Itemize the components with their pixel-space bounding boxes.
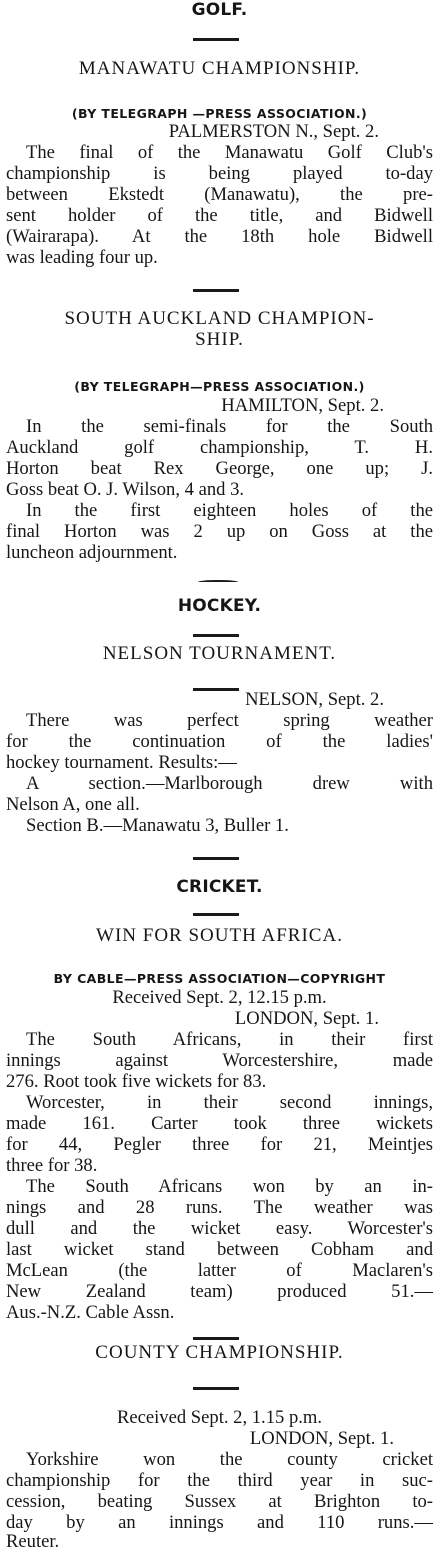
body-line: In the first eighteen holes of the xyxy=(26,500,433,521)
body-line: championship for the third year in suc- xyxy=(6,1470,433,1491)
short-rule xyxy=(193,857,239,860)
body-line: 276. Root took five wickets for 83. xyxy=(6,1071,267,1092)
body-line: The South Africans, in their first xyxy=(26,1029,433,1050)
article-heading: SOUTH AUCKLAND CHAMPION- xyxy=(64,308,375,329)
byline: (BY TELEGRAPH—PRESS ASSOCIATION.) xyxy=(74,379,365,394)
body-line: In the semi-finals for the South xyxy=(26,416,433,437)
body-line: Aus.-N.Z. Cable Assn. xyxy=(6,1302,175,1323)
body-line: New Zealand team) produced 51.— xyxy=(6,1281,433,1302)
dateline: PALMERSTON N., Sept. 2. xyxy=(168,121,379,142)
short-rule xyxy=(193,1387,239,1390)
body-line: The South Africans won by an in- xyxy=(26,1176,433,1197)
body-line: between Ekstedt (Manawatu), the pre- xyxy=(6,184,433,205)
body-line: last wicket stand between Cobham and xyxy=(6,1239,433,1260)
body-line: luncheon adjournment. xyxy=(6,542,178,563)
body-line: hockey tournament. Results:— xyxy=(6,752,237,773)
body-line: three for 38. xyxy=(6,1155,98,1176)
body-line: Horton beat Rex George, one up; J. xyxy=(6,458,433,479)
body-line: Yorkshire won the county cricket xyxy=(26,1449,433,1470)
article-heading: NELSON TOURNAMENT. xyxy=(102,643,337,664)
short-rule xyxy=(193,1337,239,1340)
body-line: dull and the wicket easy. Worcester's xyxy=(6,1218,433,1239)
dateline: HAMILTON, Sept. 2. xyxy=(221,395,384,416)
byline: BY CABLE—PRESS ASSOCIATION—COPYRIGHT xyxy=(53,971,386,986)
body-line: Worcester, in their second innings, xyxy=(26,1092,433,1113)
received-time: Received Sept. 2, 12.15 p.m. xyxy=(112,987,327,1008)
article-heading: COUNTY CHAMPIONSHIP. xyxy=(95,1342,344,1363)
body-line: nings and 28 runs. The weather was xyxy=(6,1197,433,1218)
body-line: championship is being played to-day xyxy=(6,163,433,184)
short-rule xyxy=(193,38,239,41)
body-line: Reuter. xyxy=(6,1531,60,1552)
body-line: final Horton was 2 up on Goss at the xyxy=(6,521,433,542)
body-line: The final of the Manawatu Golf Club's xyxy=(26,142,433,163)
article-heading: WIN FOR SOUTH AFRICA. xyxy=(96,925,343,946)
body-line: Nelson A, one all. xyxy=(6,794,140,815)
received-time: Received Sept. 2, 1.15 p.m. xyxy=(116,1407,322,1428)
body-line: day by an innings and 110 runs.— xyxy=(6,1512,433,1533)
section-title-golf: GOLF. xyxy=(191,0,248,20)
body-line: There was perfect spring weather xyxy=(26,710,433,731)
body-line: Auckland golf championship, T. H. xyxy=(6,437,433,458)
section-title-cricket: CRICKET. xyxy=(176,877,263,897)
body-line: was leading four up. xyxy=(6,247,158,268)
wavy-divider xyxy=(198,580,238,584)
body-line: sent holder of the title, and Bidwell xyxy=(6,205,433,226)
body-line: Goss beat O. J. Wilson, 4 and 3. xyxy=(6,479,245,500)
body-line: for 44, Pegler three for 21, Meintjes xyxy=(6,1134,433,1155)
short-rule xyxy=(193,289,239,292)
body-line: made 161. Carter took three wickets xyxy=(6,1113,433,1134)
short-rule xyxy=(193,634,239,637)
body-line: McLean (the latter of Maclaren's xyxy=(6,1260,433,1281)
section-title-hockey: HOCKEY. xyxy=(177,596,262,616)
body-line: Section B.—Manawatu 3, Buller 1. xyxy=(26,815,289,836)
article-heading: MANAWATU CHAMPIONSHIP. xyxy=(78,58,361,79)
body-line: A section.—Marlborough drew with xyxy=(26,773,433,794)
short-rule xyxy=(193,913,239,916)
body-line: (Wairarapa). At the 18th hole Bidwell xyxy=(6,226,433,247)
dateline: LONDON, Sept. 1. xyxy=(249,1428,394,1449)
article-heading: SHIP. xyxy=(195,329,244,350)
dateline: NELSON, Sept. 2. xyxy=(245,689,384,710)
dateline: LONDON, Sept. 1. xyxy=(234,1008,379,1029)
byline: (BY TELEGRAPH —PRESS ASSOCIATION.) xyxy=(71,106,368,121)
body-line: cession, beating Sussex at Brighton to- xyxy=(6,1491,433,1512)
body-line: for the continuation of the ladies' xyxy=(6,731,433,752)
body-line: innings against Worcestershire, made xyxy=(6,1050,433,1071)
